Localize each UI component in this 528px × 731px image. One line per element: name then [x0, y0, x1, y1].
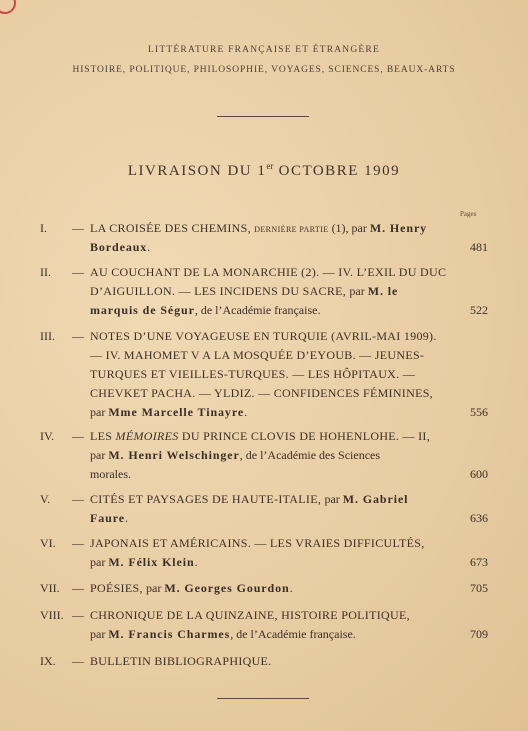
toc-entry — [40, 327, 488, 422]
entry-number: V. — [40, 492, 51, 506]
page-number: 481 — [470, 240, 488, 254]
entry-line — [90, 490, 450, 509]
toc-entry — [40, 490, 488, 528]
entry-line — [90, 365, 450, 384]
entry-text: par — [90, 555, 109, 569]
entry-text: , de l’Académie française. — [230, 627, 356, 641]
entry-text: morales. — [90, 467, 131, 481]
entry-number: VI. — [40, 536, 56, 550]
divider-top — [217, 116, 309, 117]
page-number: 600 — [470, 467, 488, 481]
entry-line — [90, 301, 450, 320]
author-name: M. Gabriel — [342, 492, 409, 506]
page-number: 709 — [470, 627, 488, 641]
issue-title — [0, 161, 528, 180]
entry-line — [90, 427, 450, 446]
author-name: M. Henri Welschinger — [108, 448, 240, 462]
entry-text: CHEVKET PACHA. — YLDIZ. — CONFIDENCES FÉMININES, — [90, 386, 433, 400]
entry-line — [90, 625, 450, 644]
entry-text: NOTES D’UNE VOYAGEUSE EN TURQUIE (AVRIL-MAI 1909). — [90, 329, 437, 343]
divider-bottom — [217, 698, 309, 699]
toc-entry — [40, 427, 488, 484]
author-name: Mme Marcelle Tinayre — [108, 405, 245, 419]
issue-title-prefix: LIVRAISON DU 1 — [127, 163, 267, 179]
entry-line — [90, 553, 450, 572]
entry-line — [90, 579, 450, 598]
toc-entry — [40, 606, 488, 644]
entry-line — [90, 606, 450, 625]
entry-text: DERNIÈRE PARTIE — [254, 225, 329, 234]
page-number: 705 — [470, 581, 488, 595]
author-name: M. Georges Gourdon — [164, 581, 290, 595]
entry-text: . — [124, 511, 128, 525]
author-name: M. Félix Klein — [108, 555, 195, 569]
author-name: Faure — [90, 511, 125, 525]
entry-text: POÉSIES, — [90, 581, 147, 595]
author-name: Bordeaux — [90, 240, 148, 254]
entry-text: . — [194, 555, 198, 569]
stamp-mark — [0, 0, 16, 14]
author-name: marquis de Ségur — [90, 303, 195, 317]
entry-number: IX. — [40, 654, 56, 668]
entry-line — [90, 263, 450, 282]
entry-text: BULLETIN BIBLIOGRAPHIQUE. — [90, 654, 272, 668]
entry-number: II. — [40, 265, 51, 279]
entry-text: par — [90, 448, 109, 462]
toc-entry — [40, 579, 488, 598]
entry-line — [90, 534, 450, 553]
entry-line — [90, 219, 450, 239]
entry-number: IV. — [40, 429, 55, 443]
entry-number: III. — [40, 329, 55, 343]
entry-text: JAPONAIS ET AMÉRICAINS. — LES VRAIES DIFFICULTÉS, — [90, 536, 425, 550]
header-line-1: LITTÉRATURE FRANÇAISE ET ÉTRANGÈRE — [148, 45, 380, 55]
entry-dash: — — [72, 329, 84, 343]
entry-line — [90, 403, 450, 422]
entry-text: par — [90, 405, 109, 419]
issue-title-date: OCTOBRE 1909 — [273, 163, 401, 179]
entry-dash: — — [72, 581, 84, 595]
entry-dash: — — [72, 429, 84, 443]
entry-text: TURQUES ET VIEILLES-TURQUES. — LES HÔPITAUX. — — [90, 367, 416, 381]
entry-text: par — [324, 492, 343, 506]
toc-entry — [40, 263, 488, 320]
entry-line — [90, 346, 450, 365]
author-name: M. Francis Charmes — [108, 627, 231, 641]
entry-line — [90, 384, 450, 403]
entry-text: . — [147, 240, 151, 254]
entry-text: — IV. MAHOMET V A LA MOSQUÉE D’EYOUB. — JEUNES- — [90, 348, 425, 362]
entry-dash: — — [72, 536, 84, 550]
entry-dash: — — [72, 265, 84, 279]
toc-entry — [40, 219, 488, 257]
toc-entry — [40, 652, 488, 671]
entry-line — [90, 282, 450, 301]
entry-line — [90, 327, 450, 346]
page-number: 522 — [470, 303, 488, 317]
entry-line — [90, 509, 450, 528]
entry-text: LA CROISÉE DES CHEMINS, — [90, 221, 255, 235]
entry-dash: — — [72, 492, 84, 506]
entry-text: , de l’Académie française. — [194, 303, 321, 317]
pages-label: Pages — [460, 210, 477, 218]
entry-text: CITÉS ET PAYSAGES DE HAUTE-ITALIE, — [90, 492, 325, 506]
toc-entry — [40, 534, 488, 572]
entry-number: I. — [40, 221, 47, 235]
entry-text: par — [90, 627, 109, 641]
page-number: 556 — [470, 405, 488, 419]
entry-line — [90, 238, 450, 257]
entry-line — [90, 446, 450, 465]
entry-text: . — [289, 581, 293, 595]
entry-text: , de l’Académie des Sciences — [239, 448, 381, 462]
entry-dash: — — [72, 221, 84, 235]
entry-text: par — [146, 581, 165, 595]
entry-text: MÉMOIRES — [115, 429, 179, 443]
author-name: M. le — [367, 284, 399, 298]
page-number: 673 — [470, 555, 488, 569]
entry-text: LES — [90, 429, 116, 443]
issue-title-suffix: er — [266, 161, 274, 171]
entry-text: (1), par — [328, 221, 370, 235]
entry-text: . — [244, 405, 248, 419]
entry-number: VII. — [40, 581, 60, 595]
entry-line — [90, 465, 450, 484]
header-line-2: HISTOIRE, POLITIQUE, PHILOSOPHIE, VOYAGES, SCIENCES, BEAUX-ARTS — [72, 65, 456, 75]
entry-text: DU PRINCE CLOVIS DE HOHENLOHE. — II, — [178, 429, 431, 443]
entry-text: D’AIGUILLON. — LES INCIDENS DU SACRE, — [90, 284, 350, 298]
entry-text: CHRONIQUE DE LA QUINZAINE, HISTOIRE POLITIQUE, — [90, 608, 410, 622]
entry-text: par — [349, 284, 368, 298]
entry-number: VIII. — [40, 608, 64, 622]
entry-dash: — — [72, 654, 84, 668]
author-name: M. Henry — [369, 221, 428, 235]
entry-dash: — — [72, 608, 84, 622]
entry-line — [90, 652, 450, 671]
page-number: 636 — [470, 511, 488, 525]
entry-text: AU COUCHANT DE LA MONARCHIE (2). — IV. L’EXIL DU DUC — [90, 265, 447, 279]
